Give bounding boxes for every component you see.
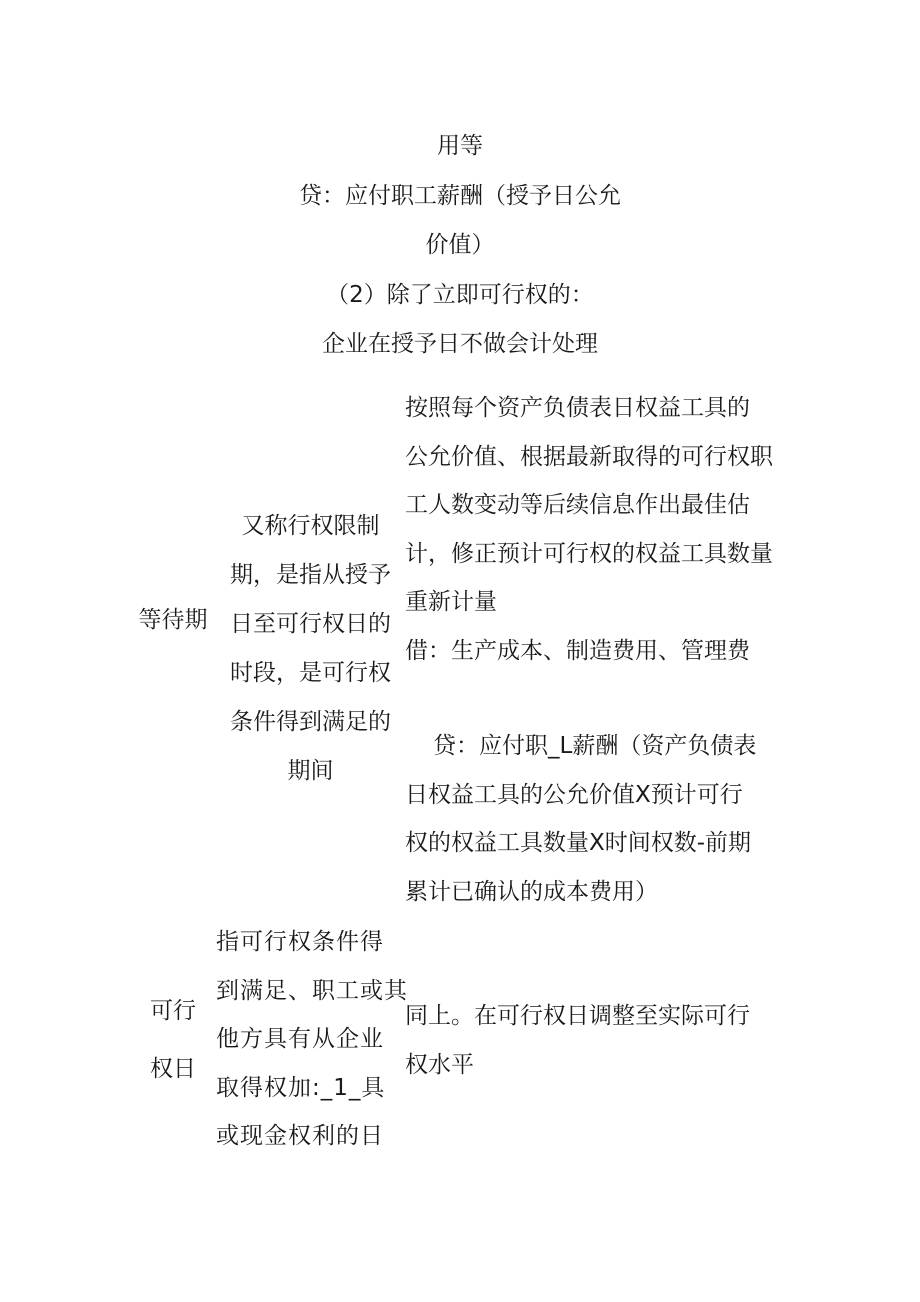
intro-line: 价值） bbox=[425, 232, 495, 258]
detail-line: 权水平 bbox=[405, 1051, 474, 1078]
intro-line: （2）除了立即可行权的： bbox=[326, 281, 594, 308]
description-line: 到满足、职工或其 bbox=[216, 977, 408, 1004]
vesting-date-row bbox=[0, 918, 920, 1168]
description-line: 他方具有从企业 bbox=[216, 1026, 384, 1052]
description-line: 日至可行权日的 bbox=[230, 611, 391, 637]
detail-line: 工人数变动等后续信息作出最佳估 bbox=[405, 492, 750, 518]
description-line: 指可行权条件得 bbox=[216, 929, 384, 955]
label-line: 可行 bbox=[150, 998, 196, 1024]
intro-block bbox=[0, 122, 920, 370]
description-line: 期，是指从授予 bbox=[230, 562, 391, 588]
vesting-date-detail bbox=[405, 992, 797, 1089]
detail-line: 权的权益工具数量X时间权数-前期 bbox=[405, 830, 752, 856]
intro-line: 贷：应付职工薪酬（授予日公允 bbox=[299, 182, 621, 209]
detail-line: 公允价值、根据最新取得的可行权职 bbox=[405, 443, 773, 470]
label-line: 权日 bbox=[150, 1056, 196, 1082]
description-line: 又称行权限制 bbox=[241, 513, 380, 539]
description-line: 期间 bbox=[287, 758, 334, 784]
detail-line: 累计已确认的成本费用） bbox=[405, 878, 658, 905]
waiting-period-label: 等待期 bbox=[138, 607, 208, 633]
waiting-period-detail bbox=[405, 384, 797, 916]
detail-line: 贷：应付职_L薪酬（资产负债表 bbox=[433, 733, 757, 759]
detail-line: 借：生产成本、制造费用、管理费 bbox=[405, 637, 750, 664]
waiting-period-description bbox=[218, 502, 403, 796]
description-line: 取得权加:_1_具 bbox=[216, 1074, 386, 1101]
detail-line: 重新计量 bbox=[405, 589, 497, 615]
description-line: 时段，是可行权 bbox=[230, 660, 391, 686]
detail-line: 同上。在可行权日调整至实际可行 bbox=[405, 1003, 750, 1029]
detail-line: 日权益工具的公允价值X预计可行 bbox=[405, 781, 743, 808]
spacer bbox=[405, 675, 797, 722]
intro-line: 用等 bbox=[437, 133, 483, 159]
waiting-period-row bbox=[0, 384, 920, 904]
description-line: 条件得到满足的 bbox=[230, 709, 391, 735]
description-line: 或现金权利的日 bbox=[216, 1123, 384, 1149]
detail-line: 计，修正预计可行权的权益工具数量 bbox=[405, 540, 773, 567]
intro-line: 企业在授予日不做会计处理 bbox=[322, 331, 598, 357]
vesting-date-label bbox=[128, 982, 218, 1098]
vesting-date-description bbox=[216, 918, 406, 1161]
detail-line: 按照每个资产负债表日权益工具的 bbox=[405, 395, 750, 421]
